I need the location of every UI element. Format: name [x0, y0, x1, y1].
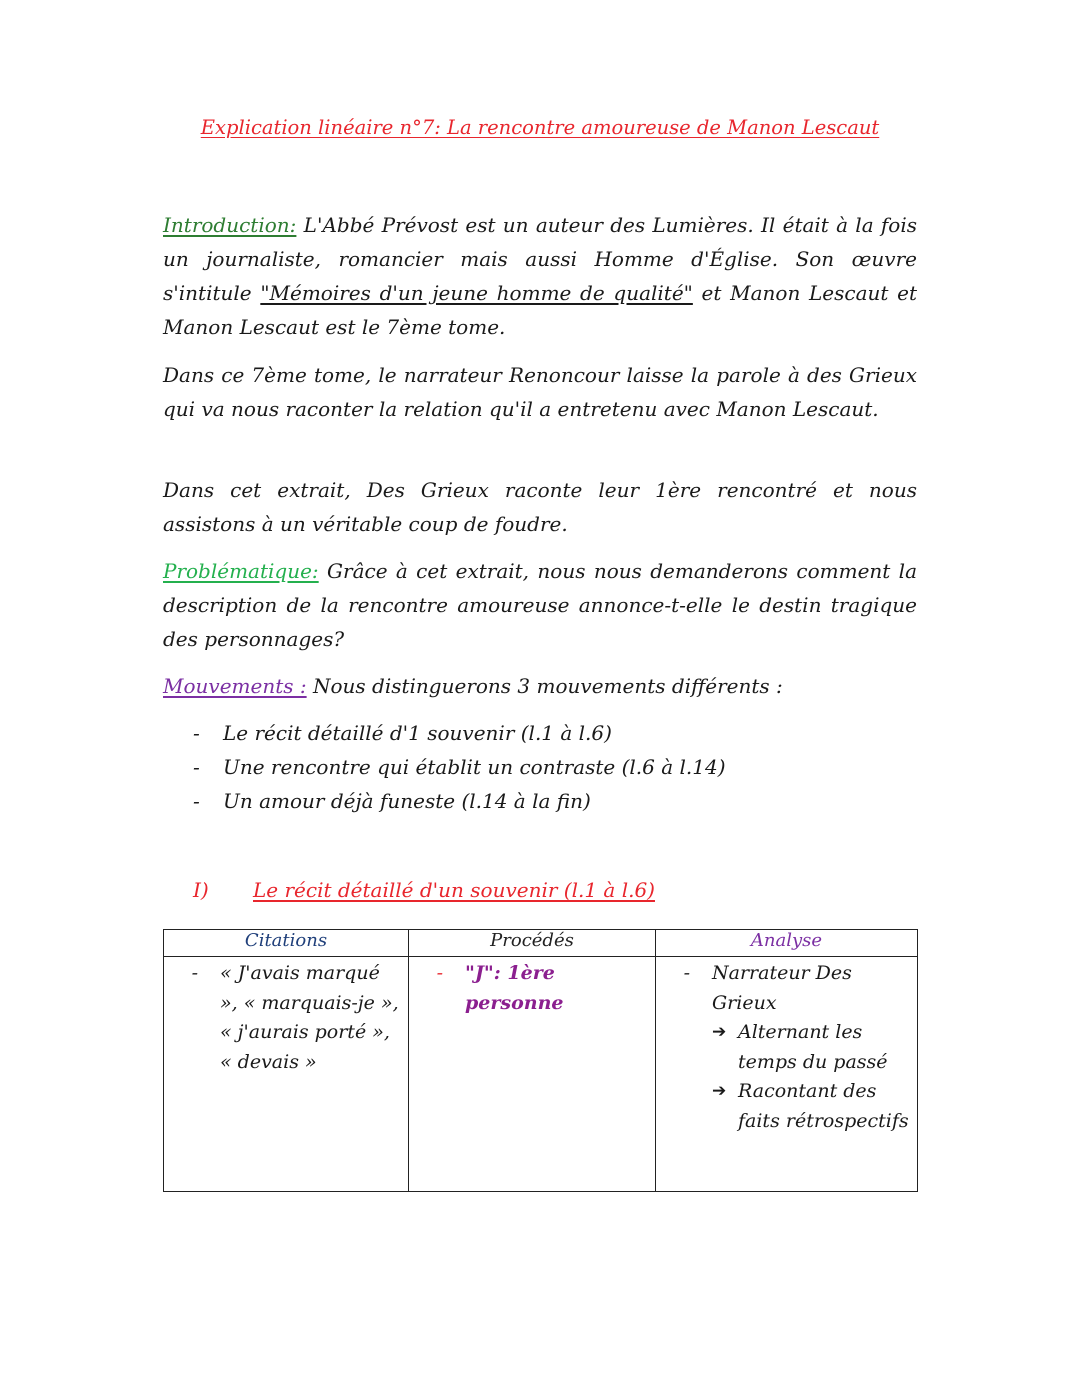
arrow-right-icon: ➔	[712, 1081, 727, 1101]
document-title: Explication linéaire n°7: La rencontre amoureuse de Manon Lescaut	[200, 116, 880, 139]
introduction-label: Introduction:	[163, 213, 297, 237]
paragraph-extract: Dans cet extrait, Des Grieux raconte leur 1ère rencontré et nous assistons à un véritable coup de foudre.	[163, 478, 917, 536]
analyse-point: ➔ Racontant des faits rétrospectifs	[712, 1077, 911, 1136]
citations-text: « J'avais marqué », « marquais-je », « j'aurais porté », « devais »	[220, 962, 399, 1073]
mouvements-list	[193, 716, 726, 818]
work-title: "Mémoires d'un jeune homme de qualité"	[260, 281, 693, 305]
cell-analyse: - Narrateur Des Grieux ➔ Alternant les temps du passé ➔ Racontant des faits rétrospectifs	[656, 957, 918, 1192]
list-item: - Le récit détaillé d'1 souvenir (l.1 à l.6)	[193, 721, 612, 745]
analyse-main: Narrateur Des Grieux	[712, 962, 852, 1014]
introduction-text: L'Abbé Prévost est un auteur des Lumières. Il était à la fois un journaliste, romancier mais aussi Homme d'Église. Son œuvre s'intitule	[163, 213, 917, 305]
mouvements-paragraph	[163, 669, 917, 703]
introduction-paragraph	[163, 208, 917, 344]
mouvements-text: Nous distinguerons 3 mouvements différents :	[306, 674, 783, 698]
paragraph-narrator: Dans ce 7ème tome, le narrateur Renoncour laisse la parole à des Grieux qui va nous raconter la relation qu'il a entretenu avec Manon Lescaut.	[163, 363, 917, 421]
problematique-label: Problématique:	[163, 559, 319, 583]
header-citations: Citations	[164, 930, 409, 957]
analysis-table	[163, 929, 918, 1192]
introduction-text-end: et Manon Lescaut et Manon Lescaut est le 7ème tome.	[163, 281, 918, 339]
header-analyse: Analyse	[656, 930, 918, 957]
analyse-point: ➔ Alternant les temps du passé	[712, 1018, 911, 1077]
list-item: - Une rencontre qui établit un contraste (l.6 à l.14)	[193, 755, 726, 779]
problematique-text: Grâce à cet extrait, nous nous demanderons comment la description de la rencontre amoureuse annonce-t-elle le destin tragique des personnages?	[163, 559, 917, 651]
header-procedes: Procédés	[409, 930, 656, 957]
cell-procedes: - "J": 1ère personne	[409, 957, 656, 1192]
arrow-right-icon: ➔	[712, 1022, 727, 1042]
cell-citations: - « J'avais marqué », « marquais-je », « j'aurais porté », « devais »	[164, 957, 409, 1192]
problematique-paragraph	[163, 554, 917, 656]
section-heading	[193, 878, 655, 902]
section-number: I)	[193, 878, 209, 902]
mouvements-label: Mouvements :	[163, 674, 307, 698]
list-item: - Un amour déjà funeste (l.14 à la fin)	[193, 789, 591, 813]
procedes-text: "J": 1ère personne	[465, 962, 564, 1014]
section-title: Le récit détaillé d'un souvenir (l.1 à l.6)	[253, 878, 655, 902]
